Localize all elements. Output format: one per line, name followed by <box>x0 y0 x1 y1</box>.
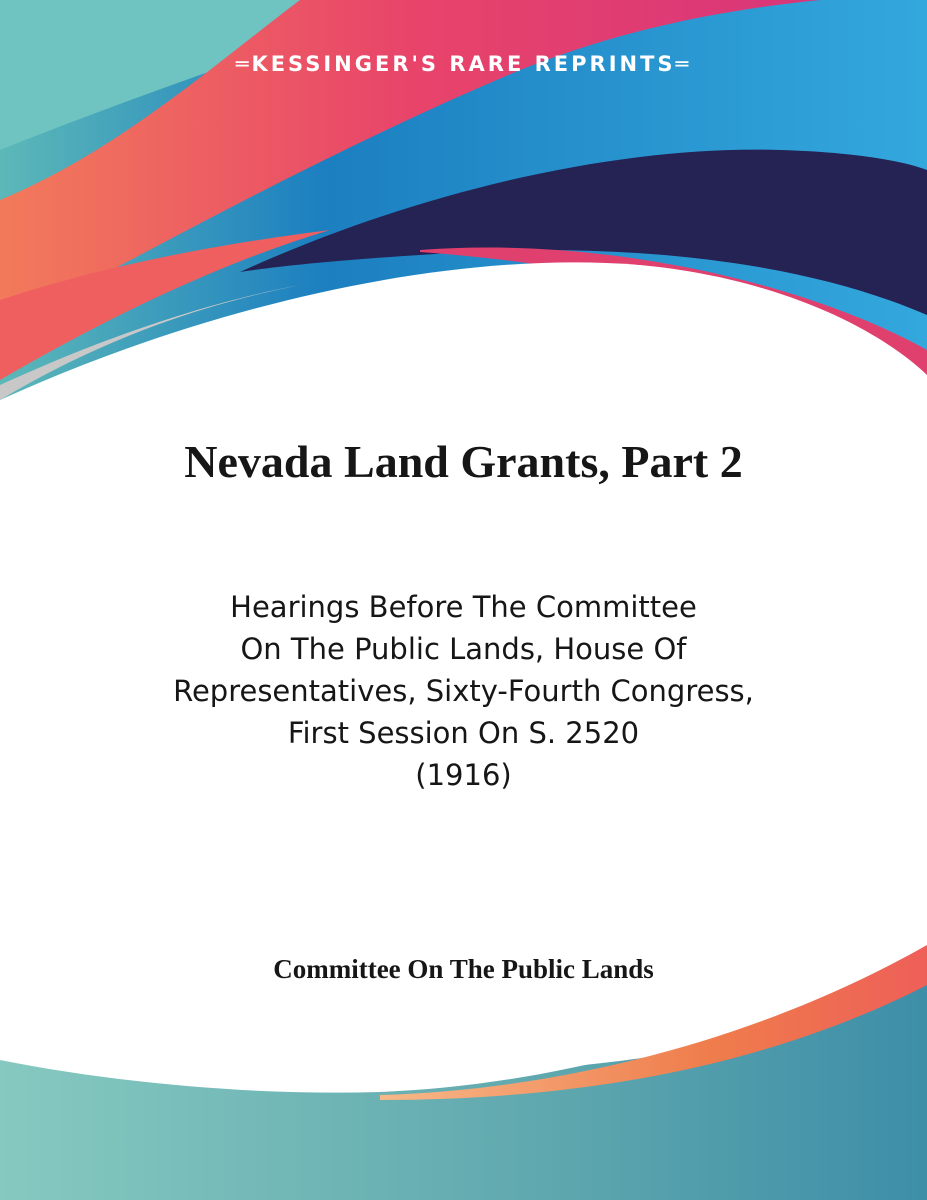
book-author: Committee On The Public Lands <box>273 954 654 984</box>
subtitle-line: (1916) <box>415 758 512 792</box>
subtitle-line: First Session On S. 2520 <box>287 716 640 750</box>
subtitle-line: On The Public Lands, House Of <box>240 632 687 666</box>
publisher-banner: ═KESSINGER'S RARE REPRINTS═ <box>235 52 692 76</box>
subtitle-line: Representatives, Sixty-Fourth Congress, <box>173 674 754 708</box>
subtitle-line: Hearings Before The Committee <box>230 590 697 624</box>
book-title: Nevada Land Grants, Part 2 <box>184 436 743 487</box>
book-subtitle <box>80 586 847 796</box>
